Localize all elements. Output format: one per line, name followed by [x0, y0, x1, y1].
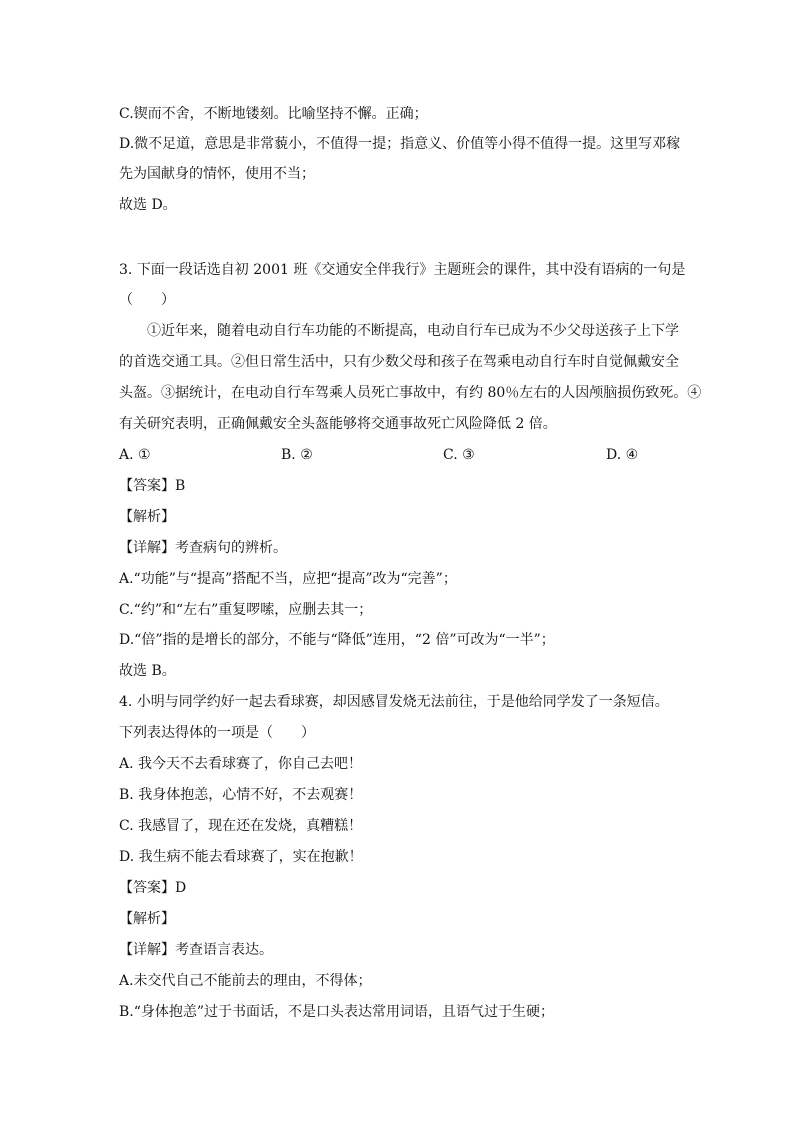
question-4-explanation-a: A.未交代自己不能前去的理由，不得体；: [119, 973, 372, 989]
question-4-explanation-b: B.“身体抱恙”过于书面话，不是口头表达常用词语，且语气过于生硬；: [119, 1004, 555, 1020]
question-3-explanation-a: A.“功能”与“提高”搭配不当，应把“提高”改为“完善”；: [119, 571, 457, 587]
question-3-explanation-c: C.“约”和“左右”重复啰嗦，应删去其一；: [119, 602, 373, 618]
question-3-stem-line-1: 3. 下面一段话选自初 2001 班《交通安全伴我行》主题班会的课件，其中没有语病的一句是: [119, 262, 686, 278]
question-3-option-d: D. ④: [606, 447, 639, 463]
question-4-stem-line-1: 4. 小明与同学约好一起去看球赛，却因感冒发烧无法前往，于是他给同学发了一条短信。: [119, 694, 669, 710]
question-4-option-b: B. 我身体抱恙，心情不好，不去观赛！: [119, 787, 363, 803]
question-4-analysis-heading: 【解析】: [119, 911, 175, 927]
answer-d-explanation-line-2: 先为国献身的情怀，使用不当；: [119, 166, 315, 182]
question-4-option-d: D. 我生病不能去看球赛了，实在抱歉！: [119, 849, 363, 865]
question-3-passage-line-3: 头盔。③据统计，在电动自行车驾乘人员死亡事故中，有约 80％左右的人因颅脑损伤致死。④: [119, 385, 702, 401]
question-3-analysis-heading: 【解析】: [119, 509, 175, 525]
question-3-option-a: A. ①: [119, 447, 151, 463]
question-3-answer: 【答案】B: [119, 478, 186, 494]
question-3-passage-line-1: ①近年来，随着电动自行车功能的不断提高，电动自行车已成为不少父母送孩子上下学: [147, 323, 679, 339]
question-4-answer: 【答案】D: [119, 880, 187, 896]
question-3-stem-line-2: （ ）: [119, 292, 175, 308]
question-3-explanation-d: D.“倍”指的是增长的部分，不能与“降低”连用，“2 倍”可改为“一半”；: [119, 632, 555, 648]
question-3-passage-line-4: 有关研究表明，正确佩戴安全头盔能够将交通事故死亡风险降低 2 倍。: [119, 416, 557, 432]
question-4-stem-line-2: 下列表达得体的一项是（ ）: [119, 725, 315, 741]
question-4-detail-heading: 【详解】考查语言表达。: [119, 942, 273, 958]
question-3-option-b: B. ②: [281, 447, 313, 463]
question-3-detail-heading: 【详解】考查病句的辨析。: [119, 540, 287, 556]
answer-d-explanation-line-1: D.微不足道，意思是非常藐小，不值得一提；指意义、价值等小得不值得一提。这里写邓稼: [119, 136, 681, 152]
question-4-option-a: A. 我今天不去看球赛了，你自己去吧！: [119, 756, 363, 772]
question-3-conclusion: 故选 B。: [119, 663, 176, 679]
question-4-option-c: C. 我感冒了，现在还在发烧，真糟糕！: [119, 818, 363, 834]
conclusion-choose-d: 故选 D。: [119, 197, 177, 213]
answer-c-explanation: C.锲而不舍，不断地镂刻。比喻坚持不懈。正确；: [119, 106, 428, 122]
question-3-option-c: C. ③: [443, 447, 475, 463]
question-3-passage-line-2: 的首选交通工具。②但日常生活中，只有少数父母和孩子在驾乘电动自行车时自觉佩戴安全: [119, 354, 679, 370]
